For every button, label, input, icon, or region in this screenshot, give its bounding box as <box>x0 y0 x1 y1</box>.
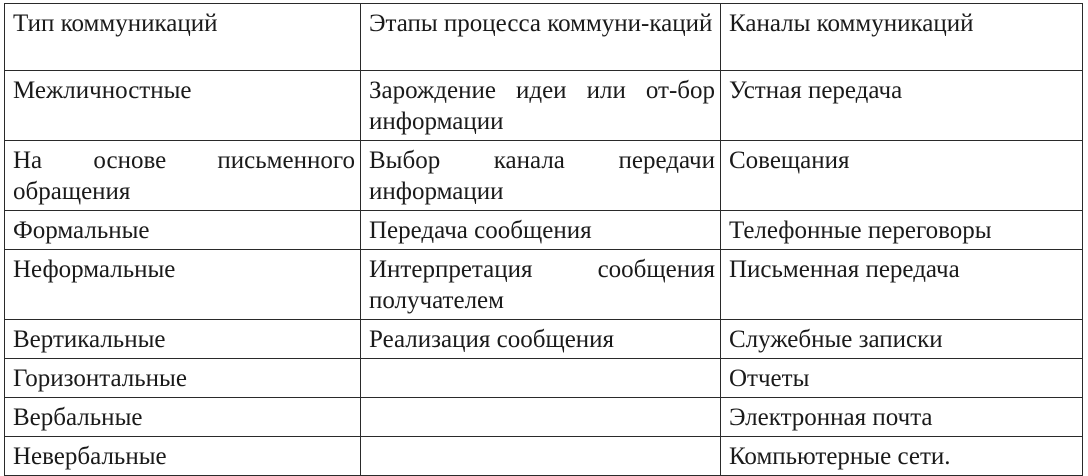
table-cell-stage: Выбор канала передачи информации <box>361 141 721 211</box>
table-row <box>5 71 1083 141</box>
table-cell-type: Вертикальные <box>5 320 361 359</box>
table-cell-type: Вербальные <box>5 398 361 437</box>
table-cell-type: Формальные <box>5 211 361 250</box>
table-row <box>5 250 1083 320</box>
table-cell-stage <box>361 437 721 476</box>
table-cell-channel: Компьютерные сети. <box>721 437 1083 476</box>
table-cell-stage <box>361 398 721 437</box>
table-cell-channel: Электронная почта <box>721 398 1083 437</box>
table-row <box>5 398 1083 437</box>
table-cell-stage: Передача сообщения <box>361 211 721 250</box>
header-cell-communication-type: Тип коммуникаций <box>5 4 361 71</box>
table-cell-stage: Реализация сообщения <box>361 320 721 359</box>
table-cell-type: Горизонтальные <box>5 359 361 398</box>
table-cell-type: Неформальные <box>5 250 361 320</box>
header-cell-channels: Каналы коммуникаций <box>721 4 1083 71</box>
table-row <box>5 141 1083 211</box>
table-cell-channel: Устная передача <box>721 71 1083 141</box>
table-row <box>5 437 1083 476</box>
table-row <box>5 359 1083 398</box>
communications-table-container <box>4 3 1082 476</box>
table-cell-channel: Телефонные переговоры <box>721 211 1083 250</box>
table-row <box>5 320 1083 359</box>
table-cell-channel: Письменная передача <box>721 250 1083 320</box>
table-header-row <box>5 4 1083 71</box>
table-row <box>5 211 1083 250</box>
table-cell-type: Межличностные <box>5 71 361 141</box>
table-cell-type: На основе письменного обращения <box>5 141 361 211</box>
table-cell-type: Невербальные <box>5 437 361 476</box>
table-cell-channel: Отчеты <box>721 359 1083 398</box>
table-cell-stage: Зарождение идеи или от-бор информации <box>361 71 721 141</box>
communications-table <box>4 3 1083 476</box>
table-cell-stage <box>361 359 721 398</box>
table-cell-channel: Служебные записки <box>721 320 1083 359</box>
header-cell-process-stages: Этапы процесса коммуни-каций <box>361 4 721 71</box>
table-cell-channel: Совещания <box>721 141 1083 211</box>
table-cell-stage: Интерпретация сообщения получателем <box>361 250 721 320</box>
